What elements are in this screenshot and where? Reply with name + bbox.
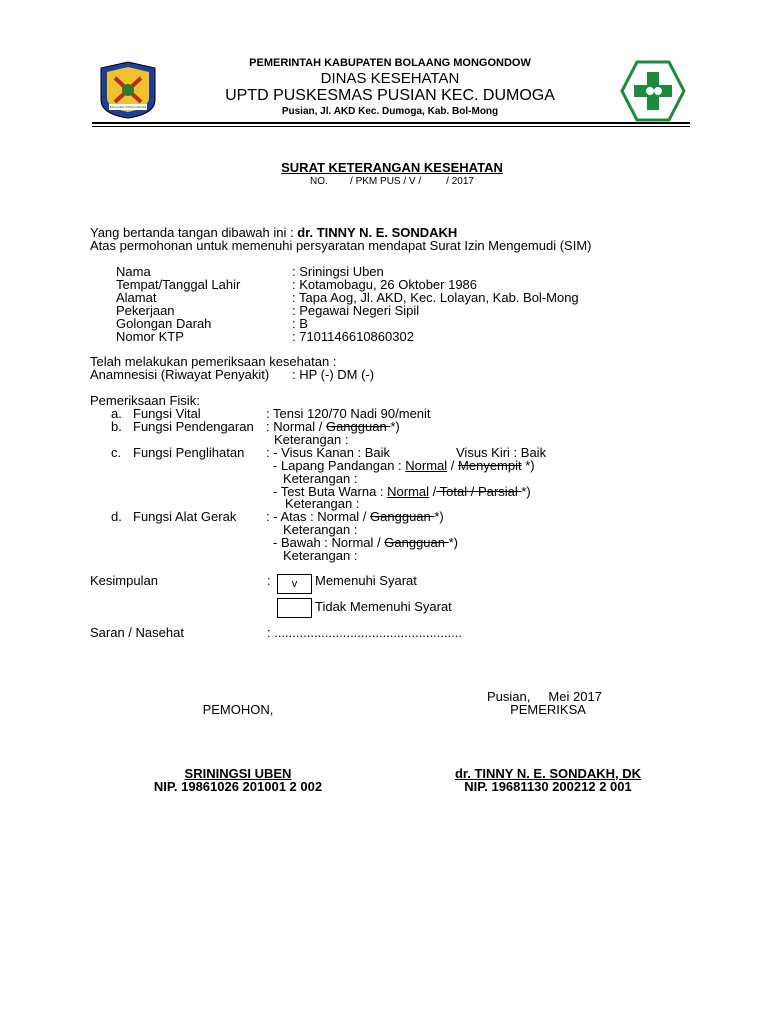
applicant-name: SRININGSI UBEN [184,766,292,781]
examiner-role: PEMERIKSA [510,702,586,717]
vital-value: : Tensi 120/70 Nadi 90/menit [266,406,431,421]
applicant-role: PEMOHON, [202,702,274,717]
header-address: Pusian, Jl. AKD Kec. Dumoga, Kab. Bol-Mong [281,106,499,117]
regency-logo [97,60,159,120]
buta-prefix: - Test Buta Warna : [273,484,388,499]
conclusion-label: Kesimpulan [90,573,158,588]
meets-requirements-label: Memenuhi Syarat [315,573,417,588]
lapang-struck: Menyempit [458,458,522,473]
vital-label: Fungsi Vital [133,406,201,421]
buta-keterangan: Keterangan : [285,496,360,511]
regency-logo-caption: BOLAANG MONGONDOW [109,105,147,109]
physical-exam-label: Pemeriksaan Fisik: [90,393,200,408]
lapang-keterangan: Keterangan : [283,471,358,486]
identity-label: Golongan Darah [116,316,212,331]
atas-note: *) [434,509,444,524]
identity-value: : Pegawai Negeri Sipil [292,303,420,318]
visus-kiri: Visus Kiri : Baik [456,445,547,460]
exam-intro: Telah melakukan pemeriksaan kesehatan : [90,354,337,369]
document-title: SURAT KETERANGAN KESEHATAN [281,160,503,175]
advice-value: : .................................................... [267,625,463,640]
examiner-name: dr. TINNY N. E. SONDAKH, DK [454,766,642,781]
atas-prefix: : - Atas : Normal / [266,509,371,524]
identity-label: Pekerjaan [116,303,175,318]
hearing-keterangan: Keterangan : [274,432,349,447]
header-agency: DINAS KESEHATAN [320,70,460,87]
advice-label: Saran / Nasehat [90,625,184,640]
identity-value: : Sriningsi Uben [292,264,384,279]
item-letter: a. [111,406,122,421]
header-rule-thin [92,126,690,127]
document-number: NO. / PKM PUS / V / / 2017 [310,176,474,187]
identity-label: Tempat/Tanggal Lahir [116,277,241,292]
place-date: Pusian, Mei 2017 [487,689,602,704]
applicant-nip: NIP. 19861026 201001 2 002 [153,779,323,794]
atas-struck: Gangguan [370,509,435,524]
visus-kanan: : - Visus Kanan : Baik [266,445,391,460]
intro-prefix: Yang bertanda tangan dibawah ini : [90,225,298,240]
hearing-note: *) [390,419,400,434]
bawah-prefix: - Bawah : Normal / [273,535,385,550]
bawah-keterangan: Keterangan : [283,548,358,563]
not-meets-requirements-label: Tidak Memenuhi Syarat [315,599,452,614]
buta-struck: Total / Parsial [436,484,522,499]
lapang-sep: / [447,458,459,473]
examiner-nip: NIP. 19681130 200212 2 001 [464,779,632,794]
item-letter: d. [111,509,122,524]
vision-label: Fungsi Penglihatan [133,445,245,460]
bawah-struck: Gangguan [384,535,449,550]
buta-note: *) [521,484,531,499]
motor-label: Fungsi Alat Gerak [133,509,237,524]
checkbox-meets[interactable]: v [277,574,312,594]
lapang-normal: Normal [405,458,448,473]
item-letter: c. [111,445,122,460]
puskesmas-logo [620,60,686,122]
hearing-normal: : Normal / [266,419,326,434]
header-government: PEMERINTAH KABUPATEN BOLAANG MONGONDOW [249,57,531,69]
identity-value: : Tapa Aog, Jl. AKD, Kec. Lolayan, Kab. Bol-Mong [292,290,579,305]
bawah-note: *) [448,535,458,550]
header-unit: UPTD PUSKESMAS PUSIAN KEC. DUMOGA [225,87,555,104]
identity-label: Alamat [116,290,157,305]
identity-value: : 7101146610860302 [292,329,414,344]
item-letter: b. [111,419,122,434]
anamnesis-label: Anamnesisi (Riwayat Penyakit) [90,367,270,382]
header-rule-thick [92,122,690,124]
identity-value: : B [292,316,308,331]
doctor-name: dr. TINNY N. E. SONDAKH [297,225,458,240]
buta-sep: / [429,484,437,499]
identity-label: Nomor KTP [116,329,184,344]
conclusion-colon: : [267,573,271,588]
anamnesis-value: : HP (-) DM (-) [292,367,375,382]
checkbox-not-meets[interactable] [277,598,312,618]
buta-normal: Normal [387,484,430,499]
hearing-label: Fungsi Pendengaran [133,419,254,434]
hearing-struck: Gangguan [325,419,391,434]
lapang-prefix: - Lapang Pandangan : [273,458,406,473]
identity-label: Nama [116,264,151,279]
atas-keterangan: Keterangan : [283,522,358,537]
identity-value: : Kotamobagu, 26 Oktober 1986 [292,277,478,292]
intro-line-2: Atas permohonan untuk memenuhi persyaratan mendapat Surat Izin Mengemudi (SIM) [90,238,592,253]
lapang-note: *) [521,458,535,473]
